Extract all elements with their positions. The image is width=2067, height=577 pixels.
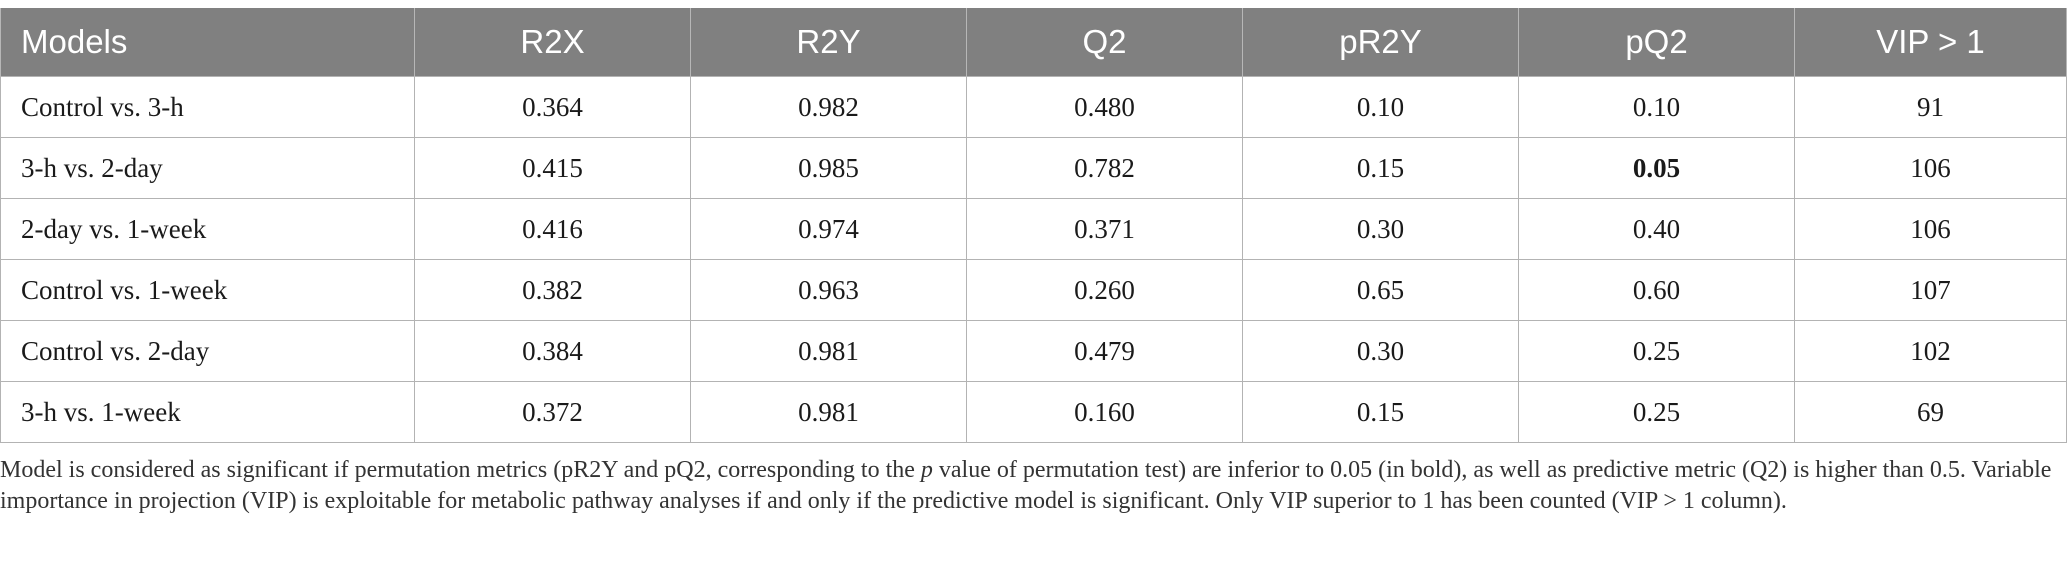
cell-pq2-significant: 0.05 xyxy=(1519,138,1795,199)
cell-model: 2-day vs. 1-week xyxy=(1,199,415,260)
table-row xyxy=(1,138,2067,199)
cell-q2: 0.479 xyxy=(967,321,1243,382)
table-row xyxy=(1,199,2067,260)
cell-q2: 0.480 xyxy=(967,77,1243,138)
header-models: Models xyxy=(1,8,415,77)
footnote-italic-p: p xyxy=(920,457,933,483)
header-pr2y: pR2Y xyxy=(1243,8,1519,77)
cell-pr2y: 0.65 xyxy=(1243,260,1519,321)
cell-pq2: 0.10 xyxy=(1519,77,1795,138)
footnote-text-part1: Model is considered as significant if permutation metrics (pR2Y and pQ2, corresponding to the xyxy=(0,457,921,483)
cell-pq2: 0.60 xyxy=(1519,260,1795,321)
table-row xyxy=(1,382,2067,443)
model-metrics-table xyxy=(0,8,2067,443)
cell-model: 3-h vs. 2-day xyxy=(1,138,415,199)
cell-r2y: 0.974 xyxy=(691,199,967,260)
cell-pq2: 0.25 xyxy=(1519,382,1795,443)
header-vip: VIP > 1 xyxy=(1795,8,2067,77)
table-header-row xyxy=(1,8,2067,77)
cell-q2: 0.160 xyxy=(967,382,1243,443)
cell-pr2y: 0.30 xyxy=(1243,199,1519,260)
cell-r2y: 0.963 xyxy=(691,260,967,321)
cell-vip: 102 xyxy=(1795,321,2067,382)
cell-pr2y: 0.30 xyxy=(1243,321,1519,382)
cell-r2y: 0.985 xyxy=(691,138,967,199)
header-r2x: R2X xyxy=(415,8,691,77)
cell-model: Control vs. 1-week xyxy=(1,260,415,321)
cell-vip: 91 xyxy=(1795,77,2067,138)
cell-pr2y: 0.10 xyxy=(1243,77,1519,138)
cell-pr2y: 0.15 xyxy=(1243,138,1519,199)
cell-pq2: 0.25 xyxy=(1519,321,1795,382)
cell-vip: 106 xyxy=(1795,138,2067,199)
cell-r2x: 0.384 xyxy=(415,321,691,382)
cell-vip: 106 xyxy=(1795,199,2067,260)
cell-q2: 0.260 xyxy=(967,260,1243,321)
cell-r2y: 0.981 xyxy=(691,321,967,382)
table-row xyxy=(1,260,2067,321)
header-pq2: pQ2 xyxy=(1519,8,1795,77)
footnote-text-part2: value of permutation test) are inferior to 0.05 (in bold), as well as predictive metric (Q2) is higher than 0.5. Variable importance in projection (VIP) is exploitable for metabolic pathway analyses if and only if the predictive model is significant. Only VIP superior to 1 has been counted (VIP > 1 column). xyxy=(0,457,2052,514)
cell-q2: 0.782 xyxy=(967,138,1243,199)
cell-r2x: 0.364 xyxy=(415,77,691,138)
results-table-container xyxy=(0,8,2067,443)
cell-r2x: 0.416 xyxy=(415,199,691,260)
cell-model: Control vs. 2-day xyxy=(1,321,415,382)
cell-r2x: 0.382 xyxy=(415,260,691,321)
table-row xyxy=(1,321,2067,382)
cell-model: 3-h vs. 1-week xyxy=(1,382,415,443)
header-r2y: R2Y xyxy=(691,8,967,77)
cell-r2x: 0.415 xyxy=(415,138,691,199)
cell-vip: 107 xyxy=(1795,260,2067,321)
cell-r2y: 0.982 xyxy=(691,77,967,138)
cell-r2y: 0.981 xyxy=(691,382,967,443)
cell-model: Control vs. 3-h xyxy=(1,77,415,138)
cell-pr2y: 0.15 xyxy=(1243,382,1519,443)
header-q2: Q2 xyxy=(967,8,1243,77)
cell-q2: 0.371 xyxy=(967,199,1243,260)
cell-r2x: 0.372 xyxy=(415,382,691,443)
table-footnote xyxy=(0,455,2060,517)
cell-vip: 69 xyxy=(1795,382,2067,443)
table-row xyxy=(1,77,2067,138)
cell-pq2: 0.40 xyxy=(1519,199,1795,260)
